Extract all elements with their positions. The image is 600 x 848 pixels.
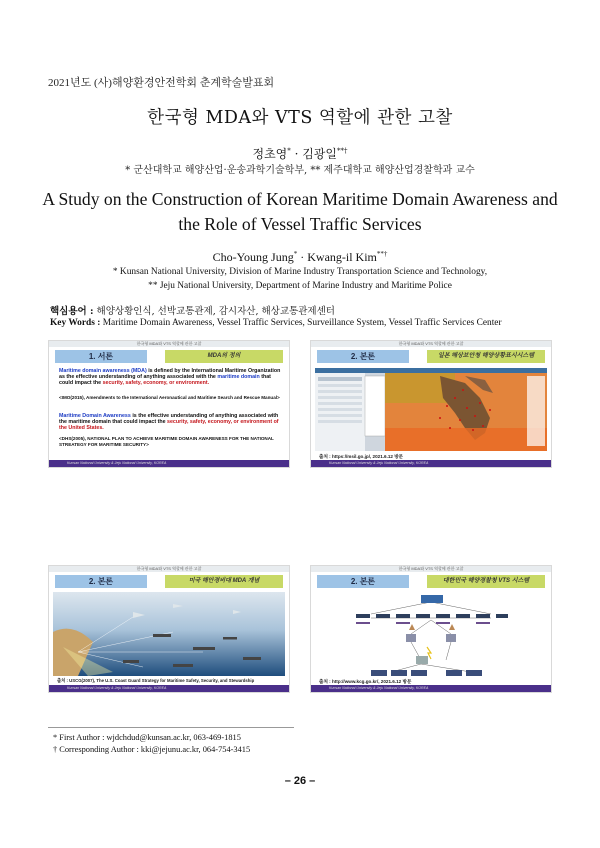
slide-source: 출처 : http://www.kcg.go.kr/, 2021.6.12 방문	[319, 679, 412, 684]
reference-imo: <IMO(2015), Amendments to the International Aeronautical and Maritime Search and Rescue Manual>	[59, 395, 280, 400]
slide-kcg-vts	[310, 565, 552, 693]
slide-topbar: 한국형 MDA와 VTS 역할에 관한 고찰	[49, 566, 289, 572]
footnote-corresponding-author: † Corresponding Author : kki@jejunu.ac.kr, 064-754-3415	[53, 745, 251, 754]
conference-header: 2021년도 (사)해양환경안전학회 춘계학술발표회	[48, 77, 275, 89]
footnote-divider	[48, 727, 294, 728]
slide-bottombar: Kunsan National University & Jeju National University, KOREA	[49, 460, 289, 467]
slide-tag: 미국 해안경비대 MDA 개념	[165, 575, 283, 588]
keywords-korean: 핵심용어 : 해양상황인식, 선박교통관제, 감시자산, 해상교통관제센터	[50, 306, 335, 317]
korean-authors: 정초영* · 김광일**†	[252, 147, 348, 161]
slide-bottombar: Kunsan National University & Jeju National University, KOREA	[311, 460, 551, 467]
slide-tag: 일본 해상보안청 해양상황표시시스템	[427, 350, 545, 363]
korean-title: 한국형 MDA와 VTS 역할에 관한 고찰	[147, 108, 453, 128]
slide-section: 1. 서론	[55, 350, 147, 363]
footnote-first-author: * First Author : wjdchdud@kunsan.ac.kr, 063-469-1815	[53, 733, 241, 742]
slide-section: 2. 본론	[317, 575, 409, 588]
keywords-english: Key Words : Maritime Domain Awareness, Vessel Traffic Services, Surveillance System, Vessel Traffic Services Center	[50, 318, 502, 328]
english-title: A Study on the Construction of Korean Maritime Domain Awareness and the Role of Vessel Traffic Services	[42, 189, 558, 234]
slide-mda-definition	[48, 340, 290, 468]
slide-topbar: 한국형 MDA와 VTS 역할에 관한 고찰	[49, 341, 289, 347]
slide-tag: MDA의 정의	[165, 350, 283, 363]
slide-bottombar: Kunsan National University & Jeju National University, KOREA	[311, 685, 551, 692]
mda-definition-dhs: Maritime Domain Awareness is the effective understanding of anything associated with the maritime domain that could impact the security, safety, economy, or environment of the United States.	[59, 413, 279, 432]
english-affiliation-1: * Kunsan National University, Division of Marine Industry Transportation Science and Technology,	[112, 267, 488, 277]
slide-bottombar: Kunsan National University & Jeju National University, KOREA	[49, 685, 289, 692]
reference-dhs: <DHS(2005), NATIONAL PLAN TO ACHIEVE MARITIME DOMAIN AWARENESS FOR THE NATIONAL STREATEGY FOR MARITIME SECURITY>	[59, 436, 274, 447]
english-affiliation-2: ** Jeju National University, Department of Marine Industry and Maritime Police	[148, 281, 452, 291]
slide-uscg-mda	[48, 565, 290, 693]
japan-map-screenshot	[315, 368, 547, 451]
page-number: – 26 –	[284, 775, 316, 787]
english-authors: Cho-Young Jung* · Kwang-il Kim**†	[212, 250, 388, 264]
slide-topbar: 한국형 MDA와 VTS 역할에 관한 고찰	[311, 341, 551, 347]
slide-japan-msil	[310, 340, 552, 468]
slide-tag: 대한민국 해양경찰청 VTS 시스템	[427, 575, 545, 588]
slide-section: 2. 본론	[317, 350, 409, 363]
slide-section: 2. 본론	[55, 575, 147, 588]
korean-affiliation: * 군산대학교 해양산업·운송과학기술학부, ** 제주대학교 해양산업경찰학과 교수	[125, 165, 475, 176]
uscg-mda-illustration	[53, 592, 285, 676]
slide-topbar: 한국형 MDA와 VTS 역할에 관한 고찰	[311, 566, 551, 572]
mda-definition-imo: Maritime domain awareness (MDA) is defined by the International Maritime Organization as the effective understanding of anything associated with the maritime domain that could impact the security, safety, economy, or environment.	[59, 368, 281, 387]
vts-system-diagram	[351, 592, 511, 678]
slide-source: 출처 : https://msil.go.jp/, 2021.6.12 방문	[319, 454, 404, 459]
slide-source: 출처 : USCG(2007), The U.S. Coast Guard Strategy for Maritime Safety, Security, and Stewardship	[57, 678, 255, 683]
